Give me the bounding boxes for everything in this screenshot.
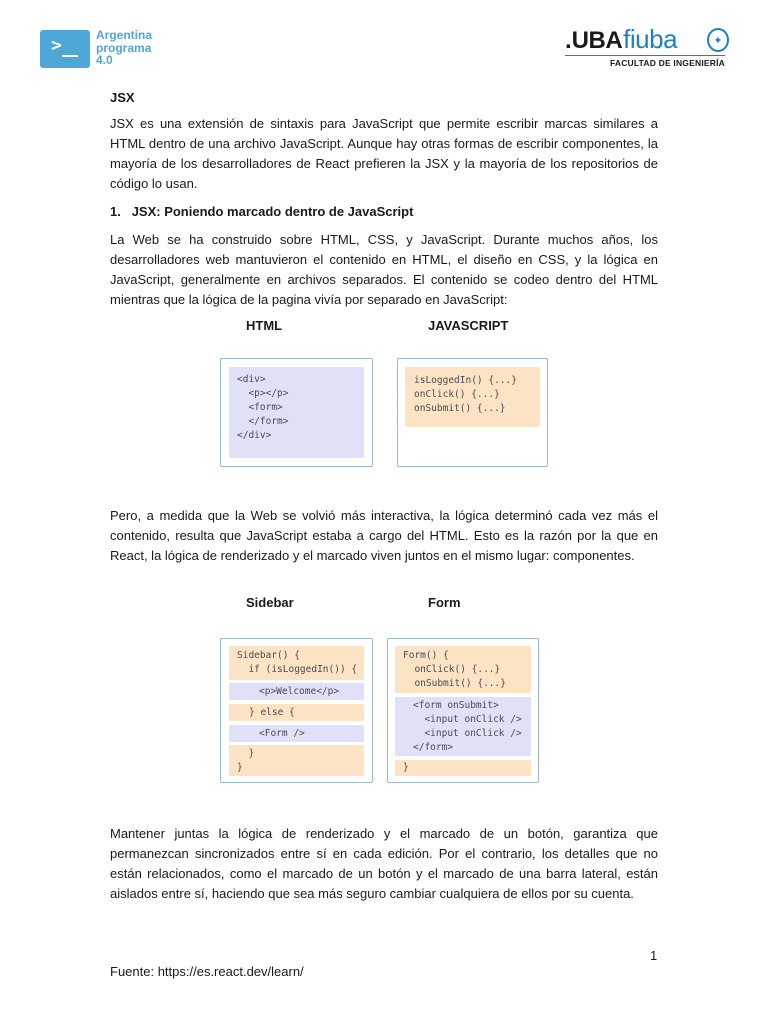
paragraph-keeping-together: Mantener juntas la lógica de renderizado y el marcado de un botón, garantiza que permanezcan sincronizados entre sí en cada edición. Por el contrario, los detalles que no están relacionados, como el marcado de un botón y el marcado de una barra lateral, están aislados entre sí, haciendo que sea más seguro cambiar cualquiera de ellos por su cuenta. <box>110 826 658 901</box>
form-code-panel <box>387 638 539 783</box>
form-code-block: Form() { onClick() {...} onSubmit() {...} <box>395 646 531 693</box>
paragraph-web-history: La Web se ha construido sobre HTML, CSS, y JavaScript. Durante muchos años, los desarrolladores web mantuvieron el contenido en HTML, el diseño en CSS, y la lógica en JavaScript, generalmente en archivos separados. El contenido se codeo dentro del HTML mientras que la lógica de la pagina vivía por separado en JavaScript: <box>110 232 658 307</box>
intro-paragraph: JSX es una extensión de sintaxis para JavaScript que permite escribir marcas similares a HTML dentro de una archivo JavaScript. Aunque hay otras formas de escribir componentes, la mayoría de los desarrolladores de React prefieren la JSX y la mayoría de los repositorios de código lo usan. <box>110 116 658 191</box>
section-heading: 1. JSX: Poniendo marcado dentro de JavaScript <box>110 204 414 219</box>
html-code-block: <div> <p></p> <form> </form> </div> <box>229 367 364 458</box>
figure1-label-html: HTML <box>246 318 283 333</box>
faculty-subtitle: FACULTAD DE INGENIERÍA <box>565 55 725 68</box>
terminal-prompt-icon: > <box>40 30 90 68</box>
sidebar-code-panel <box>220 638 373 783</box>
figure2-label-form: Form <box>428 595 461 610</box>
form-code-block: <form onSubmit> <input onClick /> <input onClick /> </form> <box>395 697 531 756</box>
sidebar-code-block: } else { <box>229 704 364 721</box>
sidebar-code-block: <p>Welcome</p> <box>229 683 364 700</box>
uba-fiuba-logo: . UBA fiuba ✦ FACULTAD DE INGENIERÍA <box>565 26 725 68</box>
sidebar-code-block: Sidebar() { if (isLoggedIn()) { <box>229 646 364 680</box>
university-seal-icon: ✦ <box>707 28 729 52</box>
doc-title: JSX <box>110 90 135 105</box>
source-footer: Fuente: https://es.react.dev/learn/ <box>110 964 304 979</box>
sidebar-code-block: } } <box>229 745 364 776</box>
figure2-label-sidebar: Sidebar <box>246 595 294 610</box>
javascript-code-block: isLoggedIn() {...} onClick() {...} onSubmit() {...} <box>405 367 540 427</box>
sidebar-code-block: <Form /> <box>229 725 364 742</box>
html-code-panel <box>220 358 373 467</box>
page-header <box>0 0 768 80</box>
page-number: 1 <box>650 948 658 963</box>
figure1-label-javascript: JAVASCRIPT <box>428 318 509 333</box>
javascript-code-panel <box>397 358 548 467</box>
paragraph-interactivity: Pero, a medida que la Web se volvió más interactiva, la lógica determinó cada vez más el contenido, resulta que JavaScript estaba a cargo del HTML. Esto es la razón por la que en React, la lógica de renderizado y el marcado viven juntos en el mismo lugar: componentes. <box>110 508 658 563</box>
argentina-programa-logo <box>40 30 152 68</box>
argentina-programa-text: Argentina programa 4.0 <box>96 28 153 67</box>
form-code-block: } <box>395 760 531 776</box>
